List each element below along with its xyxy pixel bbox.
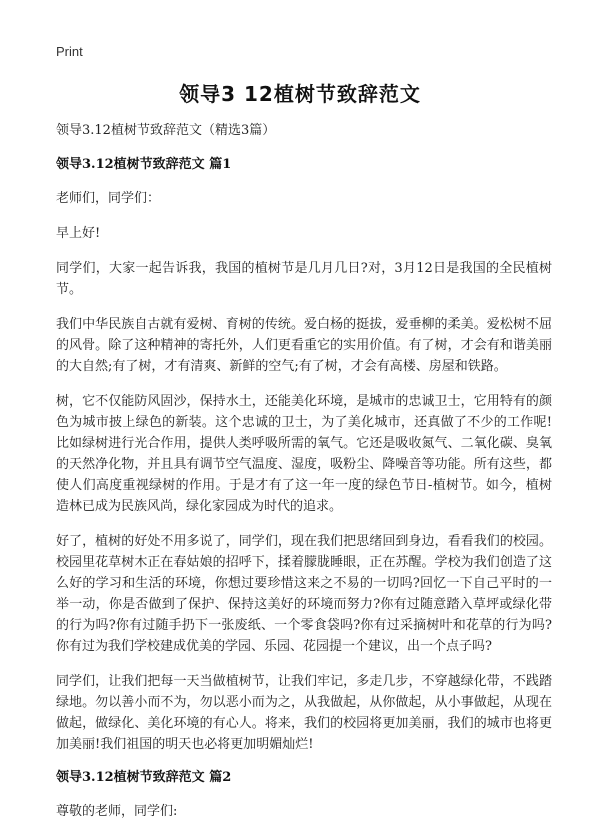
paragraph-campus: 好了，植树的好处不用多说了，同学们，现在我们把思绪回到身边，看看我们的校园。校园里花草树木正在春姑娘的招呼下，揉着朦胧睡眼，正在苏醒。学校为我们创造了这么好的学习和生活的环境，你想过要珍惜这来之不易的一切吗?回忆一下自己平时的一举一动，你是否做到了保护、保持这美好的环境而努力?你有过随意踏入草坪或绿化带的行为吗?你有过随手扔下一张废纸、一个零食袋吗?你有过采摘树叶和花草的行为吗?你有过为我们学校建成优美的学园、乐园、花园提一个建议，出一个点子吗? bbox=[56, 534, 552, 654]
document-subtitle: 领导3.12植树节致辞范文（精选3篇） bbox=[56, 123, 276, 138]
paragraph-greeting: 尊敬的老师，同学们: bbox=[56, 804, 178, 819]
paragraph-good-morning: 早上好! bbox=[56, 226, 101, 241]
paragraph-arbor-day-date: 同学们，大家一起告诉我，我国的植树节是几月几日?对，3月12日是我国的全民植树节。 bbox=[56, 261, 552, 297]
document-body bbox=[56, 122, 552, 836]
paragraph-call-to-action: 同学们，让我们把每一天当做植树节，让我们牢记，多走几步，不穿越绿化带，不践踏绿地。勿以善小而不为，勿以恶小而为之，从我做起，从你做起，从小事做起，从现在做起，做绿化、美化环境的有心人。将来，我们的校园将更加美丽，我们的城市也将更加美丽!我们祖国的明天也必将更加明媚灿烂! bbox=[56, 674, 552, 752]
paragraph-tree-benefits: 树，它不仅能防风固沙，保持水土，还能美化环境，是城市的忠诚卫士，它用特有的颜色为城市披上绿色的新装。这个忠诚的卫士，为了美化城市，还真做了不少的工作呢!比如绿树进行光合作用，提供人类呼吸所需的氧气。它还是吸收氮气、二氧化碳、臭氧的天然净化物，并且具有调节空气温度、湿度，吸粉尘、降噪音等功能。所有这些，都使人们高度重视绿树的作用。于是才有了这一年一度的绿色节日-植树节。如今，植树造林已成为民族风尚，绿化家园成为时代的追求。 bbox=[56, 394, 552, 514]
section-heading: 领导3.12植树节致辞范文 篇2 bbox=[56, 770, 232, 785]
section-heading: 领导3.12植树节致辞范文 篇1 bbox=[56, 157, 232, 172]
section-1 bbox=[56, 156, 552, 755]
section-2 bbox=[56, 769, 552, 822]
paragraph-greeting: 老师们，同学们： bbox=[56, 191, 161, 206]
paragraph-tradition: 我们中华民族自古就有爱树、育树的传统。爱白杨的挺拔，爱垂柳的柔美。爱松树不屈的风骨。除了这种精神的寄托外，人们更看重它的实用价值。有了树，才会有和谐美丽的大自然;有了树，才有清爽、新鲜的空气;有了树，才会有高楼、房屋和铁路。 bbox=[56, 317, 552, 374]
page-title: 领导3 12植树节致辞范文 bbox=[179, 82, 421, 106]
print-link[interactable]: Print bbox=[56, 44, 83, 59]
